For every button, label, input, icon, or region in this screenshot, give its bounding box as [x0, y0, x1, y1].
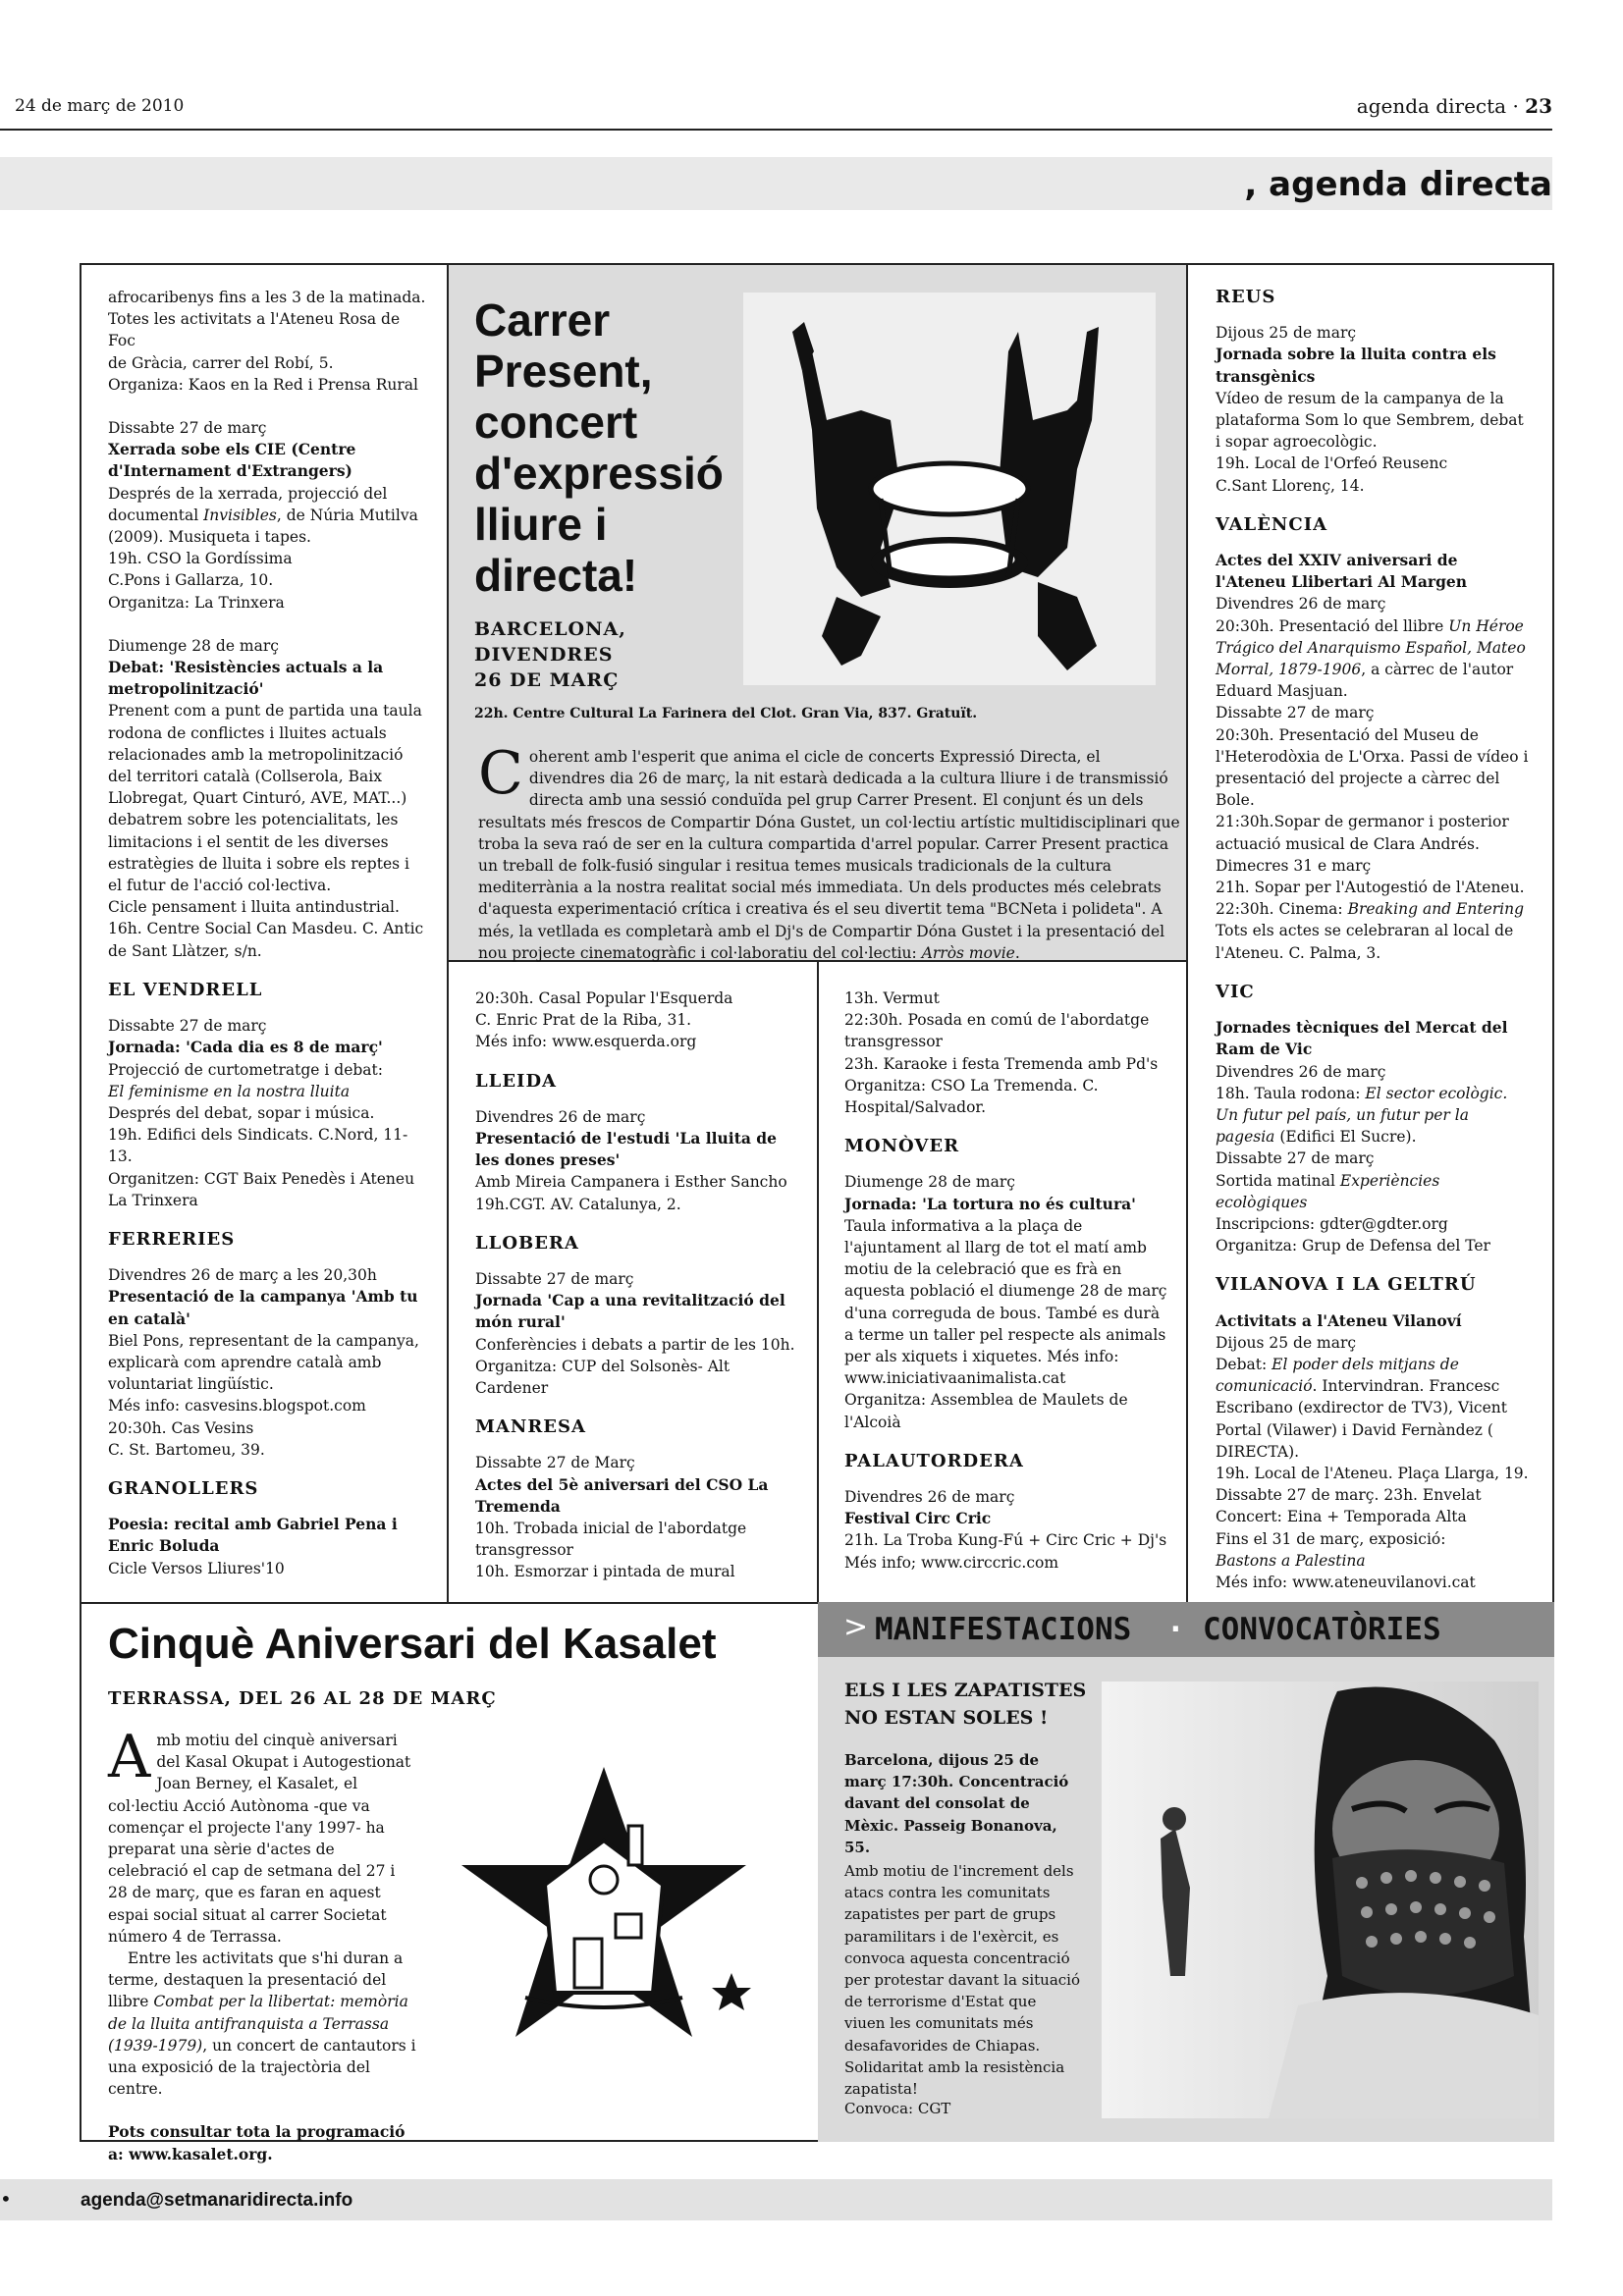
manif-convoca: Convoca: CGT [844, 2100, 951, 2117]
event-date: Dissabte 27 de març [1216, 1149, 1375, 1168]
kasalet-title: Cinquè Aniversari del Kasalet [108, 1620, 717, 1668]
drop-cap: A [108, 1723, 151, 1791]
event-title: Jornada: 'Cada dia es 8 de març' [108, 1038, 383, 1057]
text-line: Més info: www.esquerda.org [475, 1033, 697, 1051]
text-line: Totes les activitats a l'Ateneu Rosa de Foc [108, 310, 401, 350]
event-title: Festival Circ Cric [844, 1509, 992, 1528]
city-heading: VALÈNCIA [1216, 513, 1328, 535]
text-line: Organitza: CSO La Tremenda. C. Hospital/Salvador. [844, 1076, 1099, 1117]
text-line: 19h. Local de l'Ateneu. Plaça Llarga, 19. [1216, 1464, 1529, 1482]
event-title: Jornades tècniques del Mercat del Ram de Vic [1216, 1018, 1508, 1059]
event-date: Divendres 26 de març [1216, 595, 1386, 614]
article-body: oherent amb l'esperit que anima el cicle de concerts Expressió Directa, el divendres dia 26 de març, la nit estarà dedicada a la cultura lliure i de transmissió directa amb una sessió conduïda pel grup Carrer Present. El conjunt és un dels resultats més frescos de Compartir Dóna Gustet, un col·lectiu artístic multidisciplinari que troba la seva raó de ser en la cultura compartida d'arrel popular. Carrer Present practica un treball de folk-fusió singular i resitua temes musicals tradicionals de la cultura mediterrània a la nostra realitat social més immediata. Un dels productes més celebrats d'aquesta experimentació crítica i creativa és el seu divertit tema "BCNeta i polideta". A més, la vetllada es completarà amb el Dj's de Compartir Dóna Gustet i la presentació del nou projecte cinematogràfic i col·laboratiu del col·lectiu: [478, 748, 1180, 962]
event-date: Dissabte 27 de març [108, 419, 267, 438]
manif-body: Amb motiu de l'increment dels atacs contra les comunitats zapatistes per part de grups paramilitars i de l'exèrcit, es convoca aquesta concentració per protestar davant la situació de terrorisme d'Estat que viuen les comunitats més desafavorides de Chiapas. Solidaritat amb la resistència zapatista! [844, 1862, 1081, 2099]
text-line: 19h. Local de l'Orfeó Reusenc [1216, 454, 1448, 473]
masked-woman-photo-icon [1102, 1682, 1539, 2118]
dancers-illustration [743, 293, 1156, 685]
kasalet-subtitle: TERRASSA, DEL 26 AL 28 DE MARÇ [108, 1688, 497, 1709]
event-description: Taula informativa a la plaça de l'ajuntament al llarg de tot el matí amb motiu de la celebració que es frà en aquesta població el diumenge 28 de març d'una correguda de bous. També es durà a terme un taller pel respecte als animals per als xiquets i xiquetes. Més info: www.iniciativaanimalista.cat [844, 1216, 1167, 1388]
text-line: Amb Mireia Campanera i Esther Sancho [475, 1173, 787, 1192]
text-line: Concert: Eina + Temporada Alta [1216, 1508, 1467, 1526]
event-date: Dissabte 27 de març [475, 1270, 634, 1289]
city-heading: MANRESA [475, 1416, 586, 1438]
kasalet-article: Amb motiu del cinquè aniversari del Kasal Okupat i Autogestionat Joan Berney, el Kasalet, el col·lectiu Acció Autònoma -que va començar el projecte l'any 1997- ha preparat una sèrie d'actes de celebració el cap de setmana del 27 i 28 de març, que es faran en aquest espai social situat al carrer Societat número 4 de Terrassa. Entre les activitats que s'hi duran a terme, destaquen la presentació del llibre Combat per la llibertat: memòria de la lluita antifranquista a Terrassa (1939-1979), un concert de cantautors i una exposició de la trajectòria del centre. Pots consultar tota la programació a: www.kasalet.org. [108, 1730, 417, 2165]
text-line: Dimecres 31 e març [1216, 856, 1372, 875]
manif-headline: ELS I LES ZAPATISTES NO ESTAN SOLES ! [844, 1680, 1087, 1729]
page-number: 23 [1525, 94, 1552, 118]
footer-email[interactable]: agenda@setmanaridirecta.info [81, 2190, 353, 2211]
text-line: C.Sant Llorenç, 14. [1216, 476, 1365, 495]
agenda-column-4 [1216, 283, 1530, 1593]
text-line: 20:30h. Cas Vesins [108, 1418, 254, 1437]
event-date: Diumenge 28 de març [844, 1173, 1015, 1192]
text-line: C. St. Bartomeu, 39. [108, 1440, 265, 1459]
manif-title: MANIFESTACIONS [875, 1612, 1132, 1647]
event-description: 18h. Taula rodona: El sector ecològic. Un futur pel país, un futur per la pagesia (Edifici El Sucre). [1216, 1084, 1508, 1147]
text-line: Fins el 31 de març, exposició: [1216, 1529, 1446, 1548]
text-line: Més info: casvesins.blogspot.com [108, 1397, 366, 1415]
text-line: 13h. Vermut [844, 989, 940, 1007]
feature-title: Carrer Present, concert d'expressió lliure i directa! [474, 294, 724, 601]
text-line: Organitza: Assemblea de Maulets de l'Alcoià [844, 1391, 1128, 1431]
separator-dot: · [1166, 1612, 1185, 1647]
text-line: 22:30h. Posada en comú de l'abordatge transgressor [844, 1011, 1150, 1051]
event-title: Jornada sobre la lluita contra els transgènics [1216, 345, 1496, 386]
text-line: Inscripcions: gdter@gdter.org [1216, 1214, 1448, 1233]
text-line: 16h. Centre Social Can Masdeu. C. Antic de Sant Llàtzer, s/n. [108, 920, 424, 960]
event-title: Xerrada sobe els CIE (Centre d'Internament d'Extrangers) [108, 440, 356, 481]
grid-divider [1186, 263, 1188, 1604]
text-line: Cicle Versos Lliures'10 [108, 1559, 285, 1577]
text-line: 10h. Trobada inicial de l'abordatge transgressor [475, 1520, 747, 1560]
text-line: Tots els actes se celebraran al local de l'Ateneu. C. Palma, 3. [1216, 922, 1514, 962]
text-line: Sortida matinal Experiències ecològiques [1216, 1171, 1440, 1211]
event-title: Jornada 'Cap a una revitalització del món rural' [475, 1291, 785, 1332]
text-line: Dissabte 27 de març [1216, 704, 1375, 722]
header-rule [0, 129, 1552, 131]
city-heading: EL VENDRELL [108, 979, 263, 1000]
text-line: Organiza: Kaos en la Red i Prensa Rural [108, 375, 418, 394]
text-line: Després del debat, sopar i música. [108, 1103, 375, 1122]
text-line: Conferències i debats a partir de les 10h. [475, 1335, 795, 1354]
text-line: Cicle pensament i lluita antindustrial. [108, 898, 400, 917]
section-banner [0, 157, 1552, 210]
event-description: Debat: El poder dels mitjans de comunicació. Intervindran. Francesc Escribano (exdirector de TV3), Vicent Portal (Vilawer) i David Fernàndez ( DIRECTA). [1216, 1355, 1507, 1461]
text-line: 21h. Sopar per l'Autogestió de l'Ateneu. [1216, 879, 1525, 897]
text-line: Projecció de curtometratge i debat: [108, 1060, 383, 1079]
dancers-silhouette-icon [743, 293, 1156, 685]
event-description: Prenent com a punt de partida una taula rodona de conflictes i lluites actuals relacionades amb la metropolinització del territori català (Collserola, Baix Llobregat, Quart Cinturó, AVE, MAT...) debatrem sobre les potencialitats, les limitacions i el sentit de les diverses estratègies de lluita i sobre els reptes i el futur de l'acció col·lectiva. [108, 702, 422, 895]
city-heading: FERRERIES [108, 1228, 236, 1250]
city-heading: MONÒVER [844, 1136, 960, 1157]
event-date: Divendres 26 de març [1216, 1062, 1386, 1081]
section-label: agenda directa · [1356, 94, 1519, 118]
event-title: Activitats a l'Ateneu Vilanoví [1216, 1310, 1462, 1330]
event-title: Actes del 5è aniversari del CSO La Tremenda [475, 1474, 769, 1516]
exhibition-title: Bastons a Palestina [1216, 1551, 1366, 1570]
zapatista-photo [1102, 1682, 1539, 2118]
text-line: Dissabte 27 de març. 23h. Envelat [1216, 1486, 1482, 1505]
event-title: Presentació de l'estudi 'La lluita de les dones preses' [475, 1129, 777, 1170]
text-line: Vídeo de resum de la campanya de la plataforma Som lo que Sembrem, debat i sopar agroecològic. [1216, 389, 1524, 452]
feature-article: Coherent amb l'esperit que anima el cicle de concerts Expressió Directa, el divendres dia 26 de març, la nit estarà dedicada a la cultura lliure i de transmissió directa amb una sessió conduïda pel grup Carrer Present. El conjunt és un dels resultats més frescos de Compartir Dóna Gustet, un col·lectiu artístic multidisciplinari que troba la seva raó de ser en la cultura compartida d'arrel popular. Carrer Present practica un treball de folk-fusió singular i resitua temes musicals tradicionals de la cultura mediterrània a la nostra realitat social més immediata. Un dels productes més celebrats d'aquesta experimentació crítica i creativa és el seu divertit tema "BCNeta i polideta". A més, la vetllada es completarà amb el Dj's de Compartir Dóna Gustet i la presentació del nou projecte cinematogràfic i col·laboratiu del col·lectiu: Arròs movie. [478, 739, 1180, 962]
text-line: 23h. Karaoke i festa Tremenda amb Pd's [844, 1054, 1159, 1073]
feature-location: BARCELONA, DIVENDRES 26 DE MARÇ [474, 618, 626, 691]
article-body: mb motiu del cinquè aniversari del Kasal Okupat i Autogestionat Joan Berney, el Kasalet, el col·lectiu Acció Autònoma -que va començar el projecte l'any 1997- ha preparat una sèrie d'actes de celebració el cap de setmana del 27 i 28 de març, que es faran en aquest espai social situat al carrer Societat número 4 de Terrassa. [108, 1732, 411, 1946]
text-line: Més info; www.circcric.com [844, 1553, 1059, 1572]
text-line: 19h.CGT. AV. Catalunya, 2. [475, 1195, 681, 1213]
event-date: Divendres 26 de març a les 20,30h [108, 1266, 377, 1285]
city-heading: PALAUTORDERA [844, 1450, 1024, 1471]
kasalet-star-illustration [437, 1747, 771, 2071]
event-date: Dijous 25 de març [1216, 324, 1357, 343]
text-line: C.Pons i Gallarza, 10. [108, 571, 274, 590]
text-line: afrocaribenys fins a les 3 de la matinada. [108, 289, 426, 306]
text-line: C. Enric Prat de la Riba, 31. [475, 1011, 692, 1030]
city-heading: LLEIDA [475, 1070, 558, 1092]
city-heading: REUS [1216, 287, 1276, 307]
convoca-title: CONVOCATÒRIES [1203, 1612, 1441, 1647]
event-date: Diumenge 28 de març [108, 636, 279, 655]
manifestacions-header [818, 1602, 1554, 1657]
city-heading: VIC [1216, 981, 1255, 1002]
event-description: Després de la xerrada, projecció del documental Invisibles, de Núria Mutilva (2009). Musiqueta i tapes. [108, 484, 418, 547]
film-title: El feminisme en la nostra lluita [108, 1082, 351, 1100]
manif-when: Barcelona, dijous 25 de març 17:30h. Concentració davant del consolat de Mèxic. Passeig Bonanova, 55. [844, 1751, 1069, 1856]
text-line: Organitza: La Trinxera [108, 593, 285, 612]
text-line: 20:30h. Casal Popular l'Esquerda [475, 989, 733, 1007]
agenda-column-1 [108, 287, 427, 1579]
city-heading: GRANOLLERS [108, 1477, 259, 1499]
text-line: 20:30h. Presentació del Museu de l'Heterodòxia de L'Orxa. Passi de vídeo i presentació del projecte a càrrec del Bole. [1216, 725, 1529, 810]
event-title: Debat: 'Resistències actuals a la metropolinització' [108, 658, 384, 699]
text-line: Més info: www.ateneuvilanovi.cat [1216, 1573, 1476, 1591]
banner-title: , agenda directa [1244, 165, 1552, 204]
text-line: 10h. Esmorzar i pintada de mural [475, 1563, 735, 1581]
grid-divider [817, 962, 819, 1604]
text-line: 22:30h. Cinema: Breaking and Entering [1216, 900, 1525, 919]
event-date: Dijous 25 de març [1216, 1333, 1357, 1352]
page-section [1357, 94, 1552, 118]
text-line: Organitzen: CGT Baix Penedès i Ateneu La Trinxera [108, 1169, 415, 1209]
event-title: Presentació de la campanya 'Amb tu en català' [108, 1287, 418, 1328]
event-date: Divendres 26 de març [475, 1107, 646, 1126]
footer-bullet: • [0, 2187, 12, 2211]
feature-venue: 22h. Centre Cultural La Farinera del Clot. Gran Via, 837. Gratuït. [474, 706, 978, 721]
city-heading: VILANOVA I LA GELTRÚ [1216, 1274, 1477, 1296]
program-link[interactable]: Pots consultar tota la programació a: www.kasalet.org. [108, 2122, 406, 2163]
film-title: Arròs movie [921, 943, 1015, 962]
page-date: 24 de març de 2010 [15, 96, 185, 116]
text-line: Organitza: CUP del Solsonès- Alt Cardener [475, 1357, 730, 1398]
event-title: Poesia: recital amb Gabriel Pena i Enric Boluda [108, 1515, 398, 1556]
text-line: Organitza: Grup de Defensa del Ter [1216, 1237, 1490, 1255]
event-date: Dissabte 27 de març [108, 1017, 267, 1036]
event-description: 20:30h. Presentació del llibre Un Héroe Trágico del Anarquismo Español, Mateo Morral, 1879-1906, a càrrec de l'autor Eduard Masjuan. [1216, 616, 1526, 701]
text-line: 21h. La Troba Kung-Fú + Circ Cric + Dj's [844, 1531, 1167, 1550]
arrow-icon: > [843, 1610, 869, 1644]
event-date: Divendres 26 de març [844, 1488, 1015, 1507]
drop-cap: C [478, 739, 523, 808]
event-title: Jornada: 'La tortura no és cultura' [844, 1194, 1136, 1213]
text-line: 19h. CSO la Gordíssima [108, 550, 293, 568]
agenda-column-3 [844, 988, 1168, 1574]
star-house-icon [437, 1747, 771, 2071]
text-line: de Gràcia, carrer del Robí, 5. [108, 353, 334, 372]
event-title: Actes del XXIV aniversari de l'Ateneu Llibertari Al Margen [1216, 551, 1468, 592]
text-line: Biel Pons, representant de la campanya, explicarà com aprendre català amb voluntariat lingüístic. [108, 1331, 419, 1394]
text-line: 21:30h.Sopar de germanor i posterior actuació musical de Clara Andrés. [1216, 813, 1509, 853]
text-line: 19h. Edifici dels Sindicats. C.Nord, 11-13. [108, 1126, 408, 1166]
event-date: Dissabte 27 de Març [475, 1454, 635, 1472]
city-heading: LLOBERA [475, 1232, 579, 1254]
agenda-column-2 [475, 988, 799, 1583]
